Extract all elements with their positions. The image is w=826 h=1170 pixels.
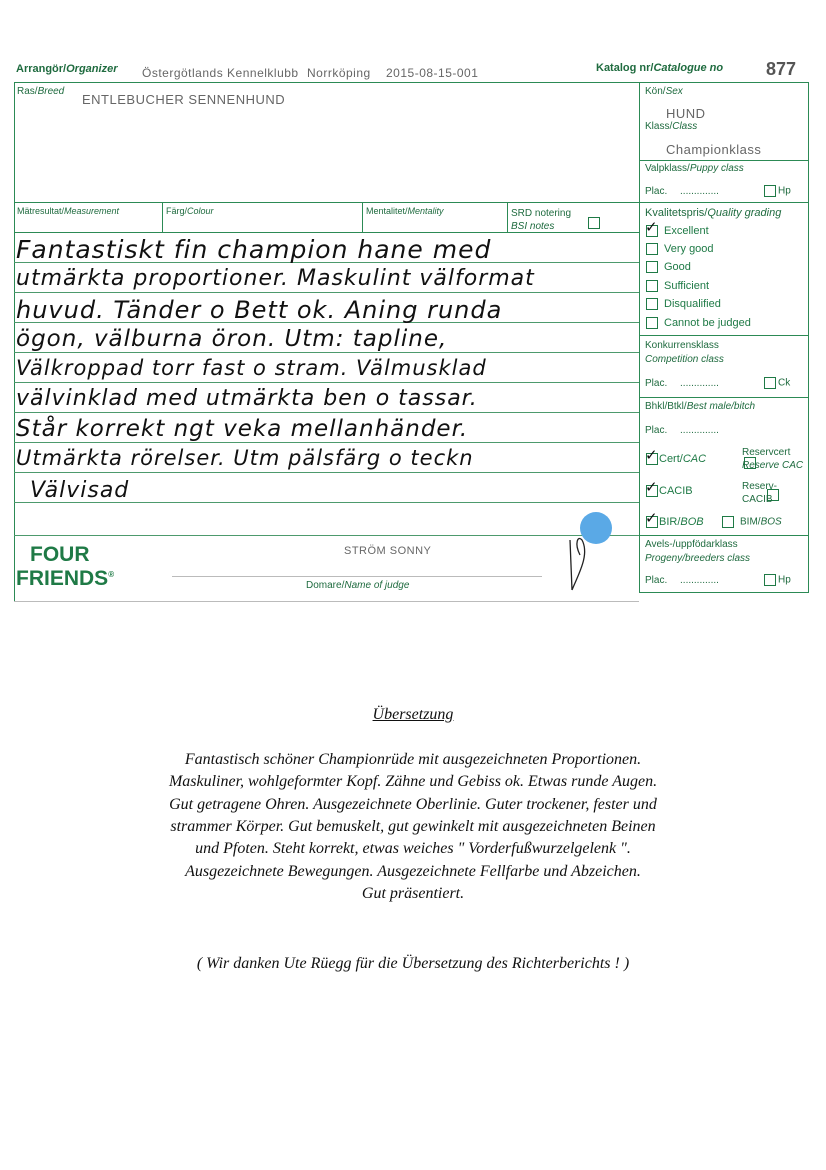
translation-thanks: ( Wir danken Ute Rüegg für die Übersetzung des Richterberichts ! ) <box>196 955 630 972</box>
colour-label: Färg/Colour <box>166 206 214 216</box>
best-male-plac: Plac. .............. <box>645 425 719 436</box>
srd-checkbox[interactable] <box>588 217 600 229</box>
bir-bob-checkbox[interactable] <box>646 516 658 528</box>
date-code: 2015-08-15-001 <box>386 66 479 80</box>
best-male-label: Bhkl/Btkl/Best male/bitch <box>645 401 756 412</box>
quality-option-disqualified[interactable]: Disqualified <box>646 298 721 310</box>
translation-line: Gut getragene Ohren. Ausgezeichnete Oberlinie. Guter trockener, fester und <box>169 796 657 813</box>
critique-line: huvud. Tänder o Bett ok. Aning runda <box>16 296 503 324</box>
progeny-plac: Plac. .............. <box>645 575 719 586</box>
srd-label: SRD notering BSI notes <box>511 208 572 232</box>
organizer-label: Arrangör/Organizer <box>16 63 118 75</box>
city-value: Norrköping <box>307 66 371 80</box>
puppy-class-label: Valpklass/Puppy class <box>645 163 744 174</box>
measurement-label: Mätresultat/Measurement <box>17 206 120 216</box>
quality-label: Kvalitetspris/Quality grading <box>645 207 782 219</box>
award-bir-bob[interactable]: ✓BIR/BOB <box>646 516 704 528</box>
cert-cac-checkbox[interactable] <box>646 453 658 465</box>
progeny-label: Avels-/uppfödarklass Progeny/breeders class <box>645 539 751 564</box>
quality-option-good[interactable]: Good <box>646 261 691 273</box>
translation-title: Übersetzung <box>372 706 454 723</box>
judge-signature <box>560 535 600 595</box>
critique-line: Står korrekt ngt veka mellanhänder. <box>16 416 469 442</box>
puppy-hp[interactable]: Hp <box>764 185 791 197</box>
award-reserv-cacib: Reserv- CACIB <box>742 481 778 505</box>
award-bim-bos[interactable]: BIM/BOS <box>722 516 782 528</box>
four-friends-logo: FOUR FRIENDS® <box>16 543 115 590</box>
good-checkbox[interactable] <box>646 261 658 273</box>
disqualified-checkbox[interactable] <box>646 298 658 310</box>
cannot-be-judged-checkbox[interactable] <box>646 317 658 329</box>
award-reservcert: Reservcert Reserve CAC <box>742 447 804 471</box>
breed-value: ENTLEBUCHER SENNENHUND <box>82 92 286 107</box>
translation-line: Maskuliner, wohlgeformter Kopf. Zähne und Gebiss ok. Etwas runde Augen. <box>168 773 658 790</box>
critique-line: Välkroppad torr fast o stram. Välmusklad <box>16 356 487 380</box>
puppy-plac: Plac. .............. <box>645 186 719 197</box>
translation-line: Ausgezeichnete Bewegungen. Ausgezeichnete Fellfarbe und Abzeichen. <box>185 863 641 880</box>
translation-line: Gut präsentiert. <box>361 885 465 902</box>
sex-value: HUND <box>666 106 706 121</box>
ck-checkbox[interactable] <box>764 377 776 389</box>
very-good-checkbox[interactable] <box>646 243 658 255</box>
sex-label: Kön/Sex <box>645 86 683 97</box>
critique-line: välvinklad med utmärkta ben o tassar. <box>16 386 478 411</box>
award-cert-cac[interactable]: ✓Cert/CAC <box>646 453 706 465</box>
competition-label: Konkurrensklass Competition class <box>645 340 724 365</box>
critique-line: Välvisad <box>30 478 130 503</box>
judge-label: Domare/Name of judge <box>306 580 410 591</box>
catalogue-number: 877 <box>766 59 797 79</box>
progeny-hp-checkbox[interactable] <box>764 574 776 586</box>
catalogue-label: Katalog nr/Catalogue no <box>596 62 724 74</box>
excellent-checkbox[interactable] <box>646 225 658 237</box>
hp-checkbox[interactable] <box>764 185 776 197</box>
translation-line: strammer Körper. Gut bemuskelt, gut gewinkelt mit ausgezeichneten Beinen <box>170 818 656 835</box>
critique-line: utmärkta proportioner. Maskulint välformat <box>16 266 535 291</box>
translation-line: und Pfoten. Steht korrekt, etwas weiches " Vorderfußwurzelgelenk ". <box>195 840 631 857</box>
class-value: Championklass <box>666 142 762 157</box>
mentality-label: Mentalitet/Mentality <box>366 206 444 216</box>
competition-plac: Plac. .............. <box>645 378 719 389</box>
sufficient-checkbox[interactable] <box>646 280 658 292</box>
quality-option-cannot-be-judged[interactable]: Cannot be judged <box>646 317 751 329</box>
award-cacib[interactable]: ✓CACIB <box>646 485 693 497</box>
critique-line: Utmärkta rörelser. Utm pälsfärg o teckn <box>16 446 474 470</box>
organizer-value: Östergötlands Kennelklubb <box>142 66 299 80</box>
critique-line: Fantastiskt fin champion hane med <box>16 235 492 264</box>
cacib-checkbox[interactable] <box>646 485 658 497</box>
translation-line: Fantastisch schöner Championrüde mit ausgezeichneten Proportionen. <box>184 751 642 768</box>
class-label: Klass/Class <box>645 121 698 132</box>
breed-label: Ras/Breed <box>17 86 65 97</box>
progeny-hp[interactable]: Hp <box>764 574 791 586</box>
judge-name: STRÖM SONNY <box>344 545 432 557</box>
competition-ck[interactable]: Ck <box>764 377 790 389</box>
bim-bos-checkbox[interactable] <box>722 516 734 528</box>
quality-option-very-good[interactable]: Very good <box>646 243 714 255</box>
quality-option-sufficient[interactable]: Sufficient <box>646 280 709 292</box>
quality-option-excellent[interactable]: ✓Excellent <box>646 225 709 237</box>
critique-line: ögon, välburna öron. Utm: tapline, <box>16 326 448 352</box>
